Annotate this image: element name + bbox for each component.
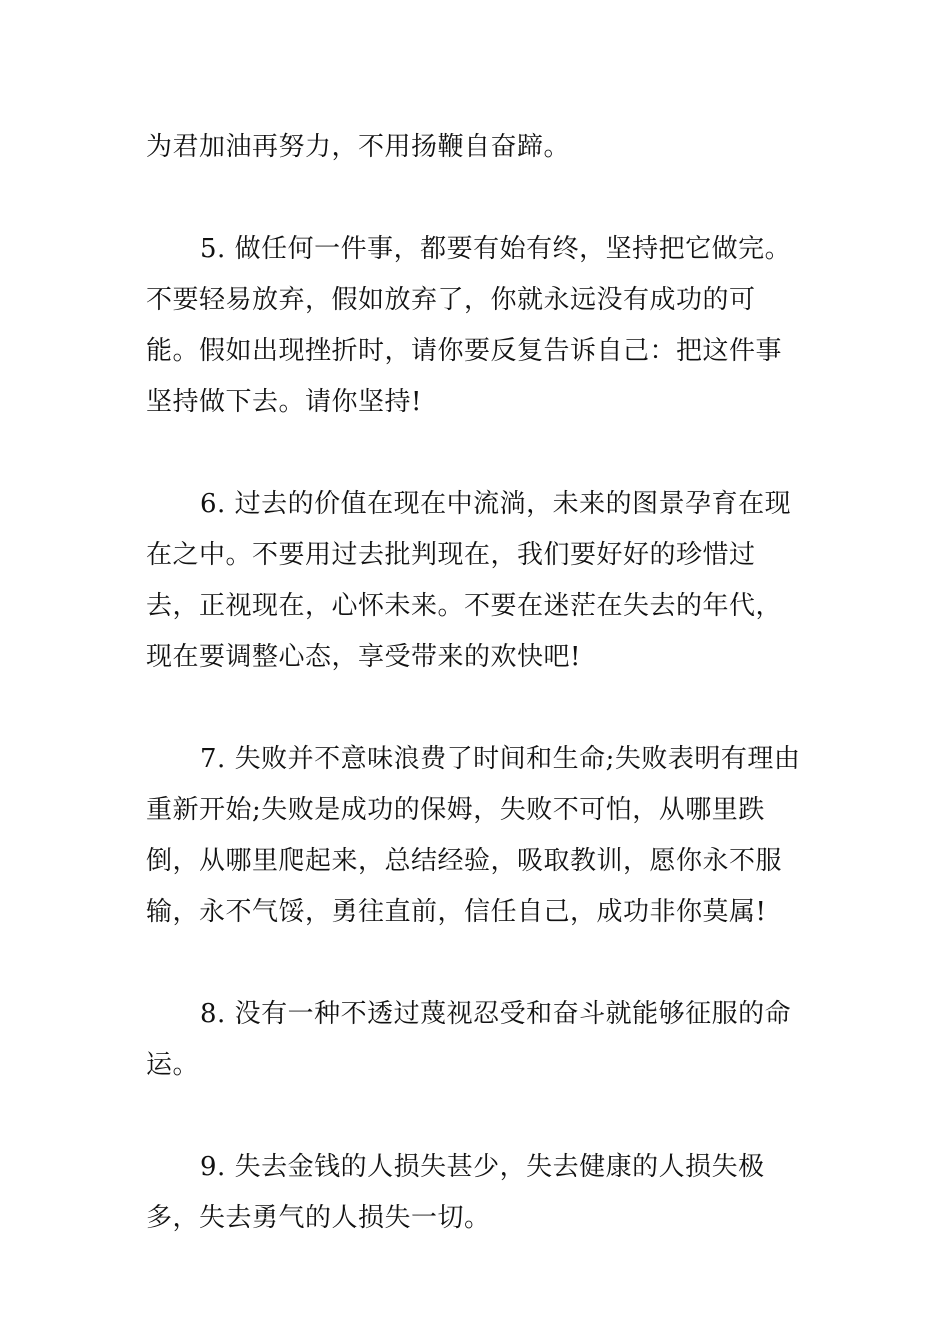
paragraph-continuation: 为君加油再努力，不用扬鞭自奋蹄。 xyxy=(146,132,571,162)
paragraph-item-5: 5. 做任何一件事，都要有始有终，坚持把它做完。不要轻易放弃，假如放弃了，你就永远没有成功的可能。假如出现挫折时，请你要反复告诉自己：把这件事坚持做下去。请你坚持! xyxy=(146,234,792,417)
paragraph-item-7: 7. 失败并不意味浪费了时间和生命;失败表明有理由重新开始;失败是成功的保姆，失败不可怕，从哪里跌倒，从哪里爬起来，总结经验，吸取教训，愿你永不服输，永不气馁，勇往直前，信任自己，成功非你莫属! xyxy=(146,744,801,927)
paragraph-item-6: 6. 过去的价值在现在中流淌，未来的图景孕育在现在之中。不要用过去批判现在，我们要好好的珍惜过去，正视现在，心怀未来。不要在迷茫在失去的年代，现在要调整心态，享受带来的欢快吧! xyxy=(146,489,792,672)
paragraph-item-9: 9. 失去金钱的人损失甚少，失去健康的人损失极多，失去勇气的人损失一切。 xyxy=(146,1152,765,1233)
document-body xyxy=(146,122,806,1295)
paragraph-item-8: 8. 没有一种不透过蔑视忍受和奋斗就能够征服的命运。 xyxy=(146,999,792,1080)
